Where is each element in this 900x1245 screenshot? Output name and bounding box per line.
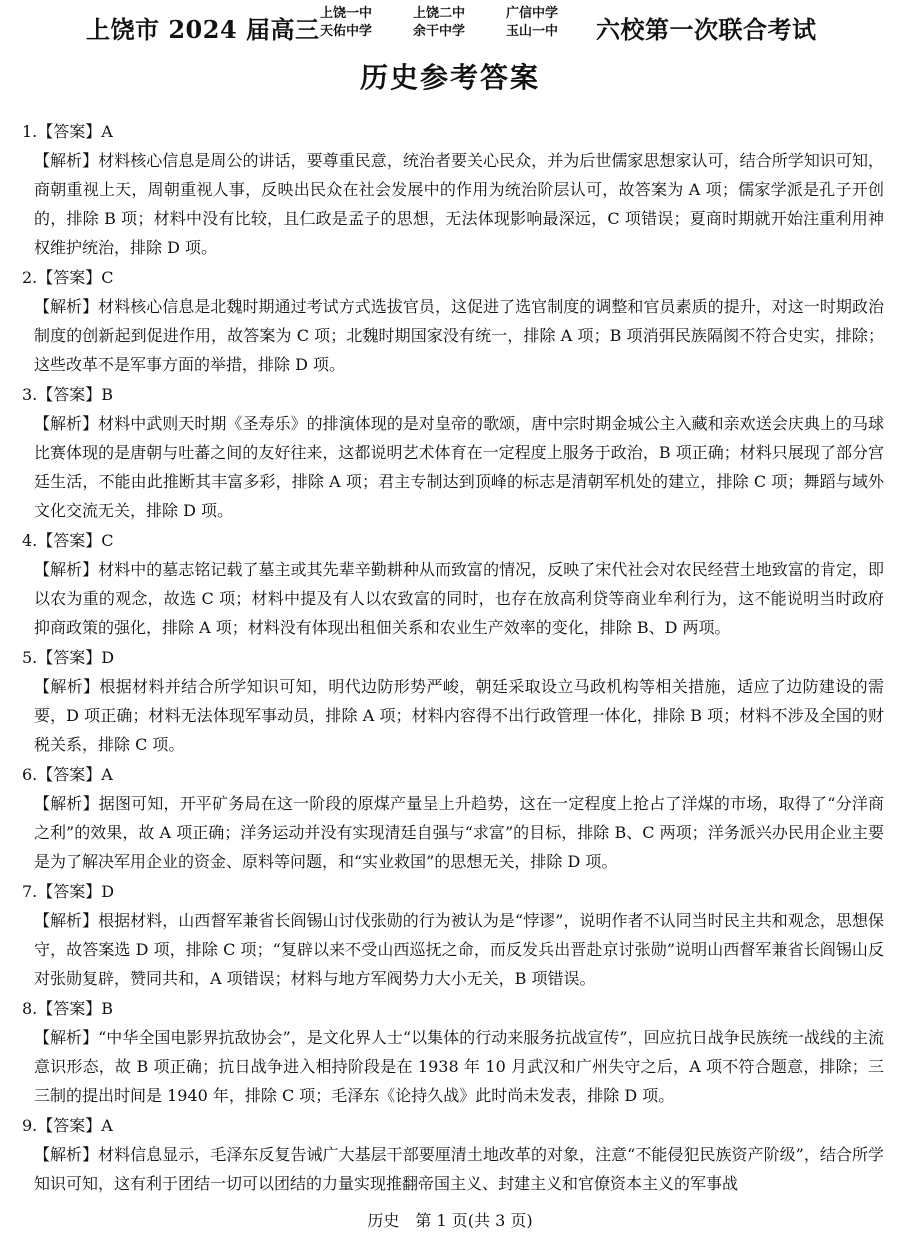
- school-name: 天佑中学: [320, 24, 373, 39]
- answer-key: 1.【答案】A: [22, 122, 113, 141]
- answer-explanation: 【解析】据图可知，开平矿务局在这一阶段的原煤产量呈上升趋势，这在一定程度上抢占了洋煤的市场，取得了“分洋商之利”的效果，故 A 项正确；洋务运动并没有实现清廷自强与“求富”的目标，排除 B、C 两项；洋务派兴办民用企业主要是为了解决军用企业的资金、原料等问题，和“实业救国”的思想无关，排除 D 项。: [34, 794, 884, 871]
- answer-explanation: 【解析】“中华全国电影界抗敌协会”，是文化界人士“以集体的行动来服务抗战宣传”，回应抗日战争民族统一战线的主流意识形态，故 B 项正确；抗日战争进入相持阶段是在 1938 年 10 月武汉和广州失守之后，A 项不符合题意，排除；三三制的提出时间是 1940 年，排除 C 项；毛泽东《论持久战》此时尚未发表，排除 D 项。: [34, 1028, 884, 1105]
- answer-key: 7.【答案】D: [22, 882, 115, 901]
- answer-item: [22, 1112, 884, 1198]
- answer-item: [22, 381, 884, 525]
- answer-list: [22, 118, 884, 1200]
- answer-explanation: 【解析】材料核心信息是周公的讲话，要尊重民意，统治者要关心民众，并为后世儒家思想家认可，结合所学知识可知，商朝重视上天，周朝重视人事，反映出民众在社会发展中的作用为统治阶层认可，故答案为 A 项；儒家学派是孔子开创的，排除 B 项；材料中没有比较，且仁政是孟子的思想，无法体现影响最深远，C 项错误；夏商时期就开始注重利用神权维护统治，排除 D 项。: [34, 151, 884, 257]
- answer-key: 5.【答案】D: [22, 648, 115, 667]
- answer-explanation: 【解析】根据材料并结合所学知识可知，明代边防形势严峻，朝廷采取设立马政机构等相关措施，适应了边防建设的需要，D 项正确；材料无法体现军事动员，排除 A 项；材料内容得不出行政管理一体化，排除 B 项；材料不涉及全国的财税关系，排除 C 项。: [34, 677, 884, 754]
- answer-key: 9.【答案】A: [22, 1116, 113, 1135]
- answer-explanation: 【解析】材料信息显示，毛泽东反复告诫广大基层干部要厘清土地改革的对象，注意“不能侵犯民族资产阶级”，结合所学知识可知，这有利于团结一切可以团结的力量实现推翻帝国主义、封建主义和官僚资本主义的军事战: [34, 1145, 884, 1193]
- exam-header-left: 上饶市 2024 届高三: [86, 15, 320, 44]
- answer-item: [22, 644, 884, 759]
- school-name: 广信中学: [506, 6, 559, 21]
- exam-header-right: 六校第一次联合考试: [596, 15, 817, 44]
- answer-key: 2.【答案】C: [22, 268, 114, 287]
- school-name: 上饶一中: [320, 6, 373, 21]
- answer-item: [22, 118, 884, 262]
- answer-key: 4.【答案】C: [22, 531, 114, 550]
- answer-explanation: 【解析】材料中武则天时期《圣寿乐》的排演体现的是对皇帝的歌颂，唐中宗时期金城公主入藏和亲欢送会庆典上的马球比赛体现的是唐朝与吐蕃之间的友好往来，这都说明艺术体育在一定程度上服务于政治，B 项正确；材料只展现了部分宫廷生活，不能由此推断其丰富多彩，排除 A 项；君主专制达到顶峰的标志是清朝军机处的建立，排除 C 项；舞蹈与域外文化交流无关，排除 D 项。: [34, 414, 884, 520]
- page-footer: 历史 第 1 页(共 3 页): [367, 1211, 533, 1230]
- answer-key: 3.【答案】B: [22, 385, 114, 404]
- answer-item: [22, 761, 884, 876]
- answer-item: [22, 878, 884, 993]
- answer-explanation: 【解析】根据材料，山西督军兼省长阎锡山讨伐张勋的行为被认为是“悖谬”，说明作者不认同当时民主共和观念，思想保守，故答案选 D 项，排除 C 项；“复辟以来不受山西巡抚之命，而反发兵出晋赴京讨张勋”说明山西督军兼省长阎锡山反对张勋复辟，赞同共和，A 项错误；材料与地方军阀势力大小无关，B 项错误。: [34, 911, 884, 988]
- page-title: 历史参考答案: [359, 61, 540, 94]
- answer-explanation: 【解析】材料中的墓志铭记载了墓主或其先辈辛勤耕种从而致富的情况，反映了宋代社会对农民经营土地致富的肯定，即以农为重的观念，故选 C 项；材料中提及有人以农致富的同时，也存在放高利贷等商业牟利行为，这不能说明当时政府抑商政策的强化，排除 A 项；材料没有体现出租佃关系和农业生产效率的变化，排除 B、D 两项。: [34, 560, 884, 637]
- answer-key: 8.【答案】B: [22, 999, 114, 1018]
- exam-header: [0, 6, 900, 46]
- answer-item: [22, 264, 884, 379]
- school-name: 余干中学: [413, 24, 466, 39]
- answer-item: [22, 995, 884, 1110]
- answer-key: 6.【答案】A: [22, 765, 113, 784]
- answer-item: [22, 527, 884, 642]
- answer-explanation: 【解析】材料核心信息是北魏时期通过考试方式选拔官员，这促进了选官制度的调整和官员素质的提升，对这一时期政治制度的创新起到促进作用，故答案为 C 项；北魏时期国家没有统一，排除 A 项；B 项消弭民族隔阂不符合史实，排除；这些改革不是军事方面的举措，排除 D 项。: [34, 297, 884, 374]
- school-name: 上饶二中: [413, 6, 466, 21]
- school-name: 玉山一中: [506, 24, 559, 39]
